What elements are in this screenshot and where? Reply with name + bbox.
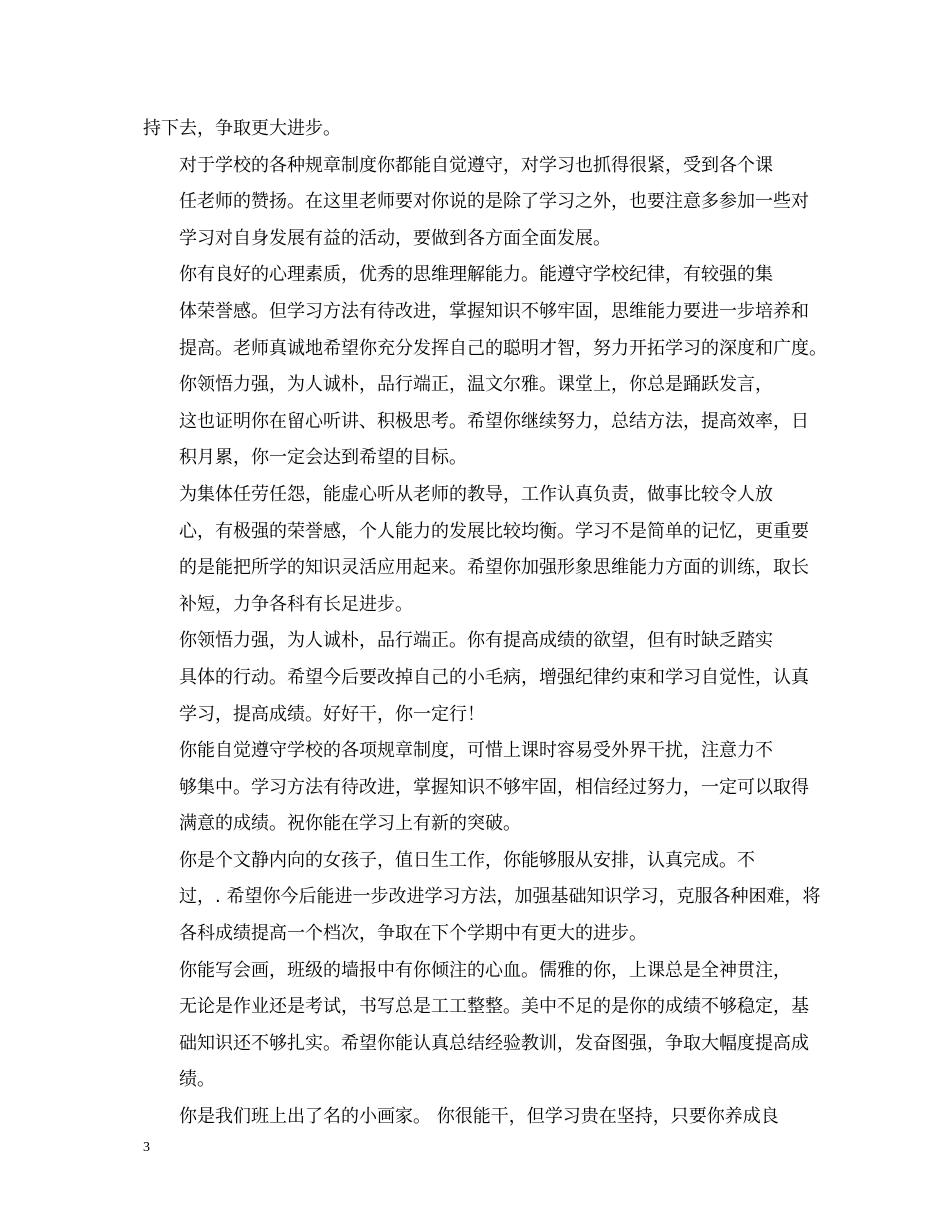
- text-line: 体荣誉感。但学习方法有待改进，掌握知识不够牢固，思维能力要进一步培养和: [179, 300, 809, 322]
- paragraph: [143, 623, 823, 733]
- paragraph: [143, 367, 823, 477]
- text-line: 提高。老师真诚地希望你充分发挥自己的聪明才智，努力开拓学习的深度和广度。: [179, 337, 827, 359]
- paragraph: [143, 1099, 823, 1136]
- paragraph: [143, 111, 823, 148]
- text-line: 础知识还不够扎实。希望你能认真总结经验教训，发奋图强，争取大幅度提高成: [179, 1032, 809, 1054]
- document-body: [143, 111, 827, 1136]
- text-line: 你是个文静内向的女孩子，值日生工作，你能够服从安排，认真完成。不: [179, 849, 755, 871]
- text-line: 具体的行动。希望今后要改掉自己的小毛病，增强纪律约束和学习自觉性，认真: [179, 666, 809, 688]
- text-line: 学习，提高成绩。好好干，你一定行！: [179, 703, 485, 725]
- text-line: 你领悟力强，为人诚朴，品行端正，温文尔雅。课堂上，你总是踊跃发言，: [179, 374, 773, 396]
- text-line: 你是我们班上出了名的小画家。 你很能干，但学习贵在坚持，只要你养成良: [179, 1106, 779, 1128]
- text-line: 无论是作业还是考试，书写总是工工整整。美中不足的是你的成绩不够稳定，基: [179, 996, 809, 1018]
- paragraph: [143, 477, 823, 623]
- text-line: 这也证明你在留心听讲、积极思考。希望你继续努力，总结方法，提高效率，日: [179, 410, 809, 432]
- page-number: 3: [143, 1140, 150, 1155]
- text-line: 你能写会画，班级的墙报中有你倾注的心血。儒雅的你，上课总是全神贯注，: [179, 959, 791, 981]
- text-line: 绩。: [179, 1069, 215, 1091]
- text-line: 学习对自身发展有益的活动，要做到各方面全面发展。: [179, 227, 611, 249]
- text-line: 满意的成绩。祝你能在学习上有新的突破。: [179, 813, 521, 835]
- text-line: 过，. 希望你今后能进一步改进学习方法，加强基础知识学习，克服各种困难，将: [179, 886, 821, 908]
- text-line: 对于学校的各种规章制度你都能自觉遵守，对学习也抓得很紧，受到各个课: [179, 154, 773, 176]
- paragraph: [143, 953, 823, 1099]
- paragraph: [143, 733, 823, 843]
- text-line: 心，有极强的荣誉感，个人能力的发展比较均衡。学习不是简单的记忆，更重要: [179, 520, 809, 542]
- text-line: 你有良好的心理素质，优秀的思维理解能力。能遵守学校纪律，有较强的集: [179, 264, 773, 286]
- text-line: 的是能把所学的知识灵活应用起来。希望你加强形象思维能力方面的训练，取长: [179, 557, 809, 579]
- text-line: 你领悟力强，为人诚朴，品行端正。你有提高成绩的欲望，但有时缺乏踏实: [179, 630, 773, 652]
- paragraph: [143, 257, 827, 367]
- text-line: 为集体任劳任怨，能虚心听从老师的教导，工作认真负责，做事比较令人放: [179, 483, 773, 505]
- text-line: 补短，力争各科有长足进步。: [179, 593, 413, 615]
- text-line: 够集中。学习方法有待改进，掌握知识不够牢固，相信经过努力，一定可以取得: [179, 776, 809, 798]
- text-line: 积月累，你一定会达到希望的目标。: [179, 447, 467, 469]
- text-line: 持下去，争取更大进步。: [143, 118, 341, 139]
- paragraph: [143, 148, 823, 258]
- text-line: 你能自觉遵守学校的各项规章制度，可惜上课时容易受外界干扰，注意力不: [179, 740, 773, 762]
- paragraph: [143, 843, 823, 953]
- text-line: 任老师的赞扬。在这里老师要对你说的是除了学习之外，也要注意多参加一些对: [179, 191, 809, 213]
- text-line: 各科成绩提高一个档次，争取在下个学期中有更大的进步。: [179, 923, 647, 945]
